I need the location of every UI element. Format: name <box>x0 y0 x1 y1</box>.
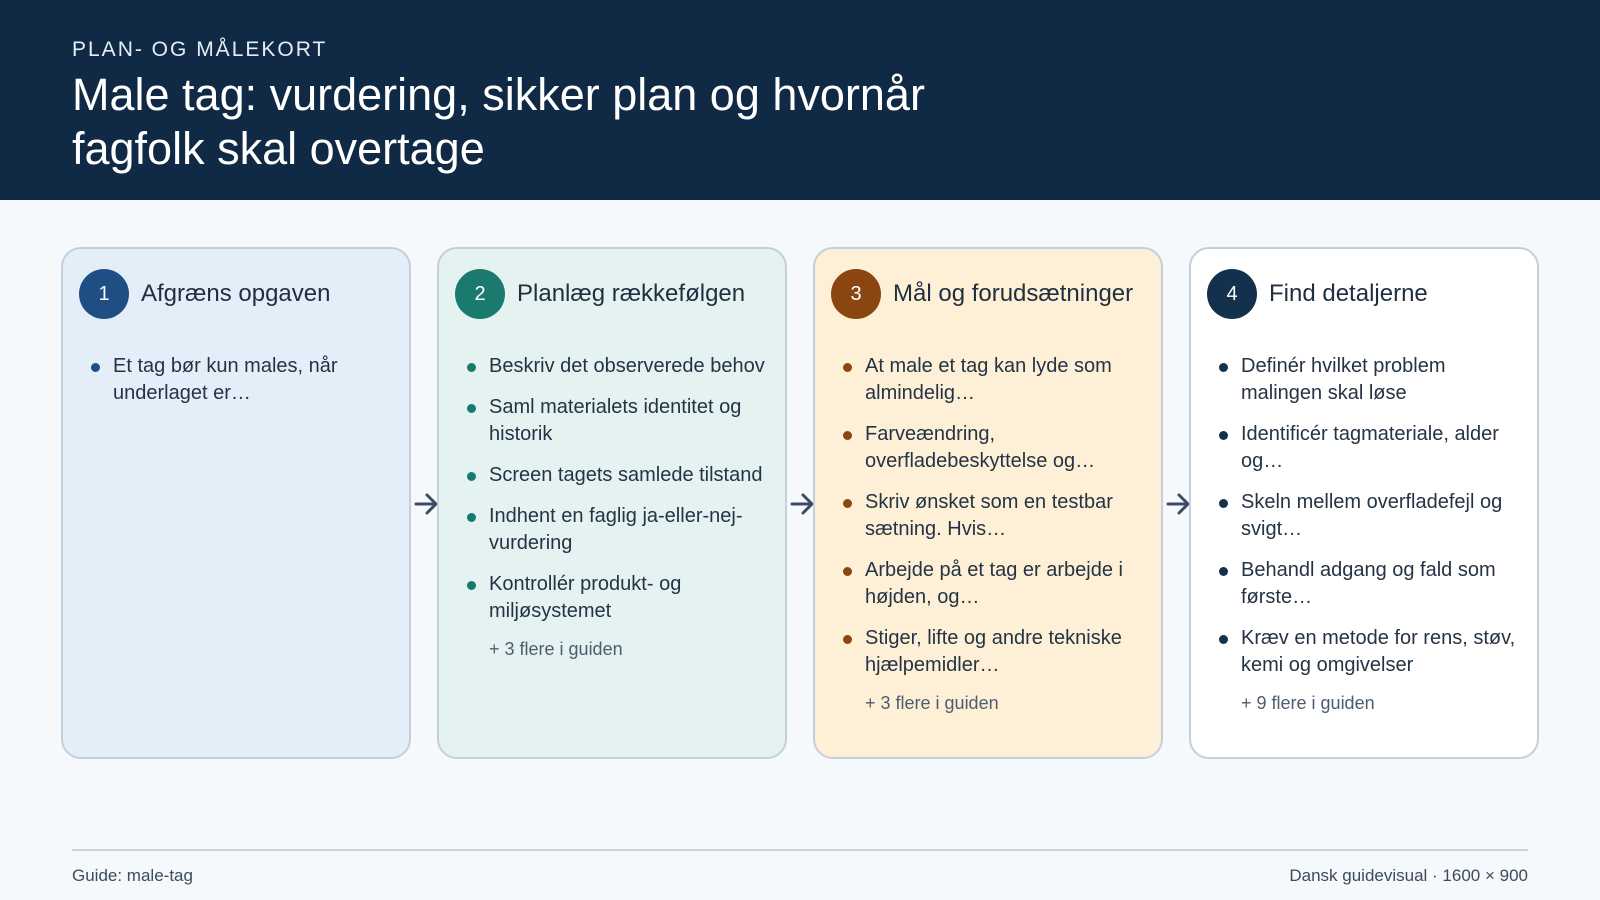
list-item: Saml materialets identitet og historik <box>465 394 771 448</box>
bullet-icon <box>843 363 852 372</box>
step-card-2 <box>437 247 787 759</box>
footer-format-label: Dansk guidevisual · 1600 × 900 <box>1289 866 1528 885</box>
list-item: At male et tag kan lyde som almindelig… <box>841 353 1147 407</box>
list-item: Indhent en faglig ja-eller-nej-vurdering <box>465 503 771 557</box>
more-in-guide-note: + 3 flere i guiden <box>489 639 623 659</box>
step-header <box>455 269 775 319</box>
list-item: Skeln mellem overfladefejl og svigt… <box>1217 489 1523 543</box>
bullet-icon <box>467 472 476 481</box>
list-item: Farveændring, overfladebeskyttelse og… <box>841 421 1147 475</box>
bullet-icon <box>843 635 852 644</box>
bullet-icon <box>1219 363 1228 372</box>
step-items <box>465 353 771 660</box>
bullet-icon <box>843 431 852 440</box>
step-number-badge: 3 <box>831 269 881 319</box>
header-kicker: PLAN- OG MÅLEKORT <box>72 38 328 61</box>
step-number-badge: 2 <box>455 269 505 319</box>
bullet-icon <box>843 499 852 508</box>
step-header <box>79 269 399 319</box>
step-title: Planlæg rækkefølgen <box>517 280 746 307</box>
list-item: Et tag bør kun males, når underlaget er… <box>89 353 395 407</box>
list-item: Identificér tagmateriale, alder og… <box>1217 421 1523 475</box>
bullet-icon <box>1219 431 1228 440</box>
footer-guide-label: Guide: male-tag <box>72 866 193 885</box>
bullet-icon <box>1219 635 1228 644</box>
bullet-icon <box>91 363 100 372</box>
list-item: Kræv en metode for rens, støv, kemi og omgivelser <box>1217 625 1523 679</box>
header-banner <box>0 0 1600 200</box>
bullet-icon <box>843 567 852 576</box>
list-item: Kontrollér produkt- og miljøsystemet <box>465 571 771 625</box>
step-card-1 <box>61 247 411 759</box>
list-item: Stiger, lifte og andre tekniske hjælpemidler… <box>841 625 1147 679</box>
bullet-icon <box>467 513 476 522</box>
bullet-icon <box>467 404 476 413</box>
step-items <box>841 353 1147 714</box>
list-item: Screen tagets samlede tilstand <box>465 462 771 489</box>
list-item: Skriv ønsket som en testbar sætning. Hvis… <box>841 489 1147 543</box>
step-items <box>89 353 395 421</box>
step-card-4 <box>1189 247 1539 759</box>
step-header <box>831 269 1151 319</box>
page-title: Male tag: vurdering, sikker plan og hvornår fagfolk skal overtage <box>72 69 925 174</box>
list-item: Arbejde på et tag er arbejde i højden, og… <box>841 557 1147 611</box>
step-card-3 <box>813 247 1163 759</box>
step-header <box>1207 269 1527 319</box>
bullet-icon <box>467 581 476 590</box>
step-title: Afgræns opgaven <box>141 280 331 307</box>
step-items <box>1217 353 1523 714</box>
bullet-icon <box>1219 567 1228 576</box>
more-in-guide-note: + 3 flere i guiden <box>865 693 999 713</box>
more-in-guide-note: + 9 flere i guiden <box>1241 693 1375 713</box>
list-item: Beskriv det observerede behov <box>465 353 771 380</box>
list-item: Definér hvilket problem malingen skal løse <box>1217 353 1523 407</box>
step-title: Find detaljerne <box>1269 280 1428 307</box>
bullet-icon <box>467 363 476 372</box>
step-number-badge: 1 <box>79 269 129 319</box>
step-number-badge: 4 <box>1207 269 1257 319</box>
footer-divider <box>72 849 1528 851</box>
list-item: Behandl adgang og fald som første… <box>1217 557 1523 611</box>
bullet-icon <box>1219 499 1228 508</box>
step-title: Mål og forudsætninger <box>893 280 1134 307</box>
